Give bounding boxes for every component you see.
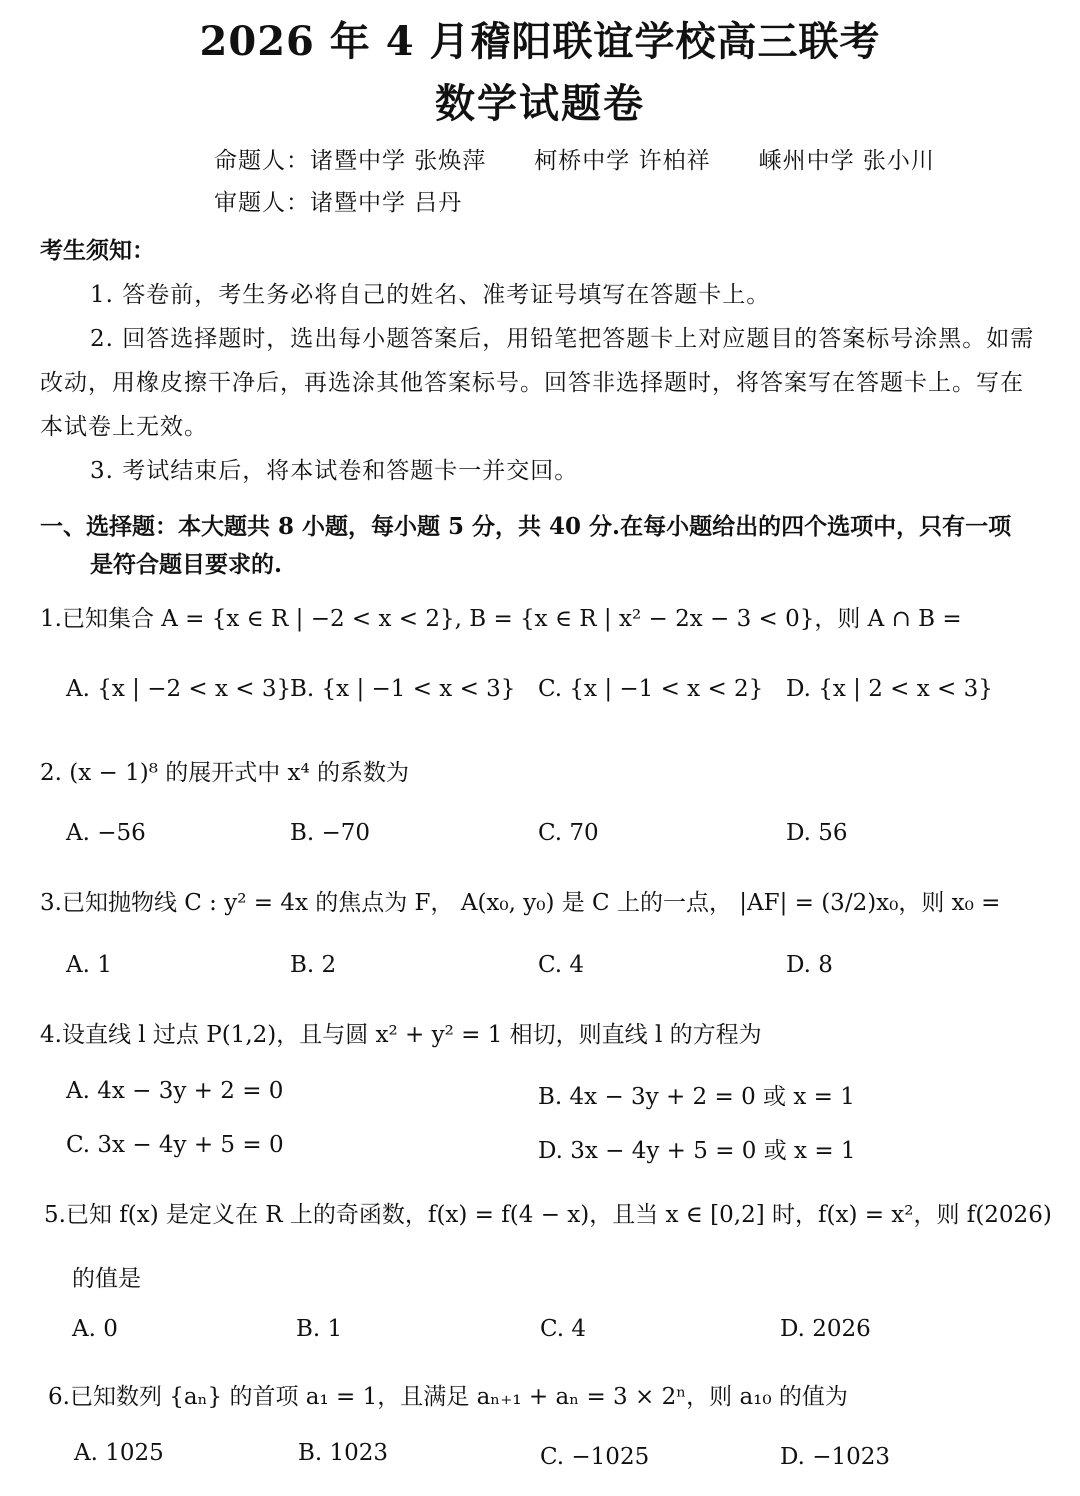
question-4-stem: 4.设直线 l 过点 P(1,2)，且与圆 x² + y² = 1 相切，则直线 l 的方程为	[40, 1022, 762, 1048]
notice-item-2-line-3: 本试卷上无效。	[40, 414, 208, 440]
question-4-option-d: D. 3x − 4y + 5 = 0 或 x = 1	[538, 1138, 856, 1164]
paper-title: 数学试题卷	[435, 80, 645, 127]
question-5-option-d: D. 2026	[780, 1316, 871, 1342]
question-3-option-d: D. 8	[786, 952, 833, 978]
question-5-option-a: A. 0	[72, 1316, 118, 1342]
notice-item-2-line-2: 改动，用橡皮擦干净后，再选涂其他答案标号。回答非选择题时，将答案写在答题卡上。写在	[40, 370, 1024, 396]
reviewer-line: 审题人：诸暨中学 吕丹	[214, 190, 463, 216]
question-6-option-b: B. 1023	[298, 1440, 389, 1466]
question-3-option-c: C. 4	[538, 952, 585, 978]
notice-item-2-line-1: 2. 回答选择题时，选出每小题答案后，用铅笔把答题卡上对应题目的答案标号涂黑。如需	[90, 326, 1035, 352]
question-2-option-d: D. 56	[786, 820, 848, 846]
question-1-option-b: B. {x | −1 < x < 3}	[290, 676, 516, 702]
setters-line: 命题人：诸暨中学 张焕萍 柯桥中学 许柏祥 嵊州中学 张小川	[214, 148, 935, 174]
question-2-stem: 2. (x − 1)⁸ 的展开式中 x⁴ 的系数为	[40, 760, 410, 786]
question-1-option-a: A. {x | −2 < x < 3}	[66, 676, 292, 702]
question-4-option-a: A. 4x − 3y + 2 = 0	[66, 1078, 284, 1104]
question-1-option-c: C. {x | −1 < x < 2}	[538, 676, 764, 702]
question-1-option-d: D. {x | 2 < x < 3}	[786, 676, 993, 702]
question-5-option-b: B. 1	[296, 1316, 343, 1342]
question-4-option-b: B. 4x − 3y + 2 = 0 或 x = 1	[538, 1084, 855, 1110]
question-2-option-b: B. −70	[290, 820, 371, 846]
notice-item-3: 3. 考试结束后，将本试卷和答题卡一并交回。	[90, 458, 579, 484]
exam-title: 2026 年 4 月稽阳联谊学校高三联考	[199, 18, 881, 65]
question-5-option-c: C. 4	[540, 1316, 587, 1342]
question-4-option-c: C. 3x − 4y + 5 = 0	[66, 1132, 284, 1158]
question-6-option-d: D. −1023	[780, 1444, 891, 1470]
question-2-option-a: A. −56	[66, 820, 146, 846]
notice-item-1: 1. 答卷前，考生务必将自己的姓名、准考证号填写在答题卡上。	[90, 282, 771, 308]
section-1-heading-cont: 是符合题目要求的.	[90, 551, 283, 578]
question-6-stem: 6.已知数列 {aₙ} 的首项 a₁ = 1，且满足 aₙ₊₁ + aₙ = 3 × 2ⁿ，则 a₁₀ 的值为	[48, 1384, 848, 1410]
section-1-heading: 一、选择题：本大题共 8 小题，每小题 5 分，共 40 分.在每小题给出的四个选项中，只有一项	[40, 513, 1012, 540]
notice-heading: 考生须知：	[40, 237, 155, 264]
question-3-option-b: B. 2	[290, 952, 337, 978]
question-2-option-c: C. 70	[538, 820, 599, 846]
question-5-stem: 5.已知 f(x) 是定义在 R 上的奇函数，f(x) = f(4 − x)，且当 x ∈ [0,2] 时，f(x) = x²，则 f(2026)	[44, 1202, 1052, 1228]
question-6-option-c: C. −1025	[540, 1444, 650, 1470]
question-5-stem-cont: 的值是	[72, 1266, 141, 1292]
question-3-option-a: A. 1	[66, 952, 112, 978]
question-1-stem: 1.已知集合 A = {x ∈ R | −2 < x < 2}, B = {x ∈ R | x² − 2x − 3 < 0}，则 A ∩ B =	[40, 606, 962, 632]
question-3-stem: 3.已知抛物线 C : y² = 4x 的焦点为 F， A(x₀, y₀) 是 C 上的一点， |AF| = (3/2)x₀，则 x₀ =	[40, 890, 1001, 916]
question-6-option-a: A. 1025	[74, 1440, 164, 1466]
